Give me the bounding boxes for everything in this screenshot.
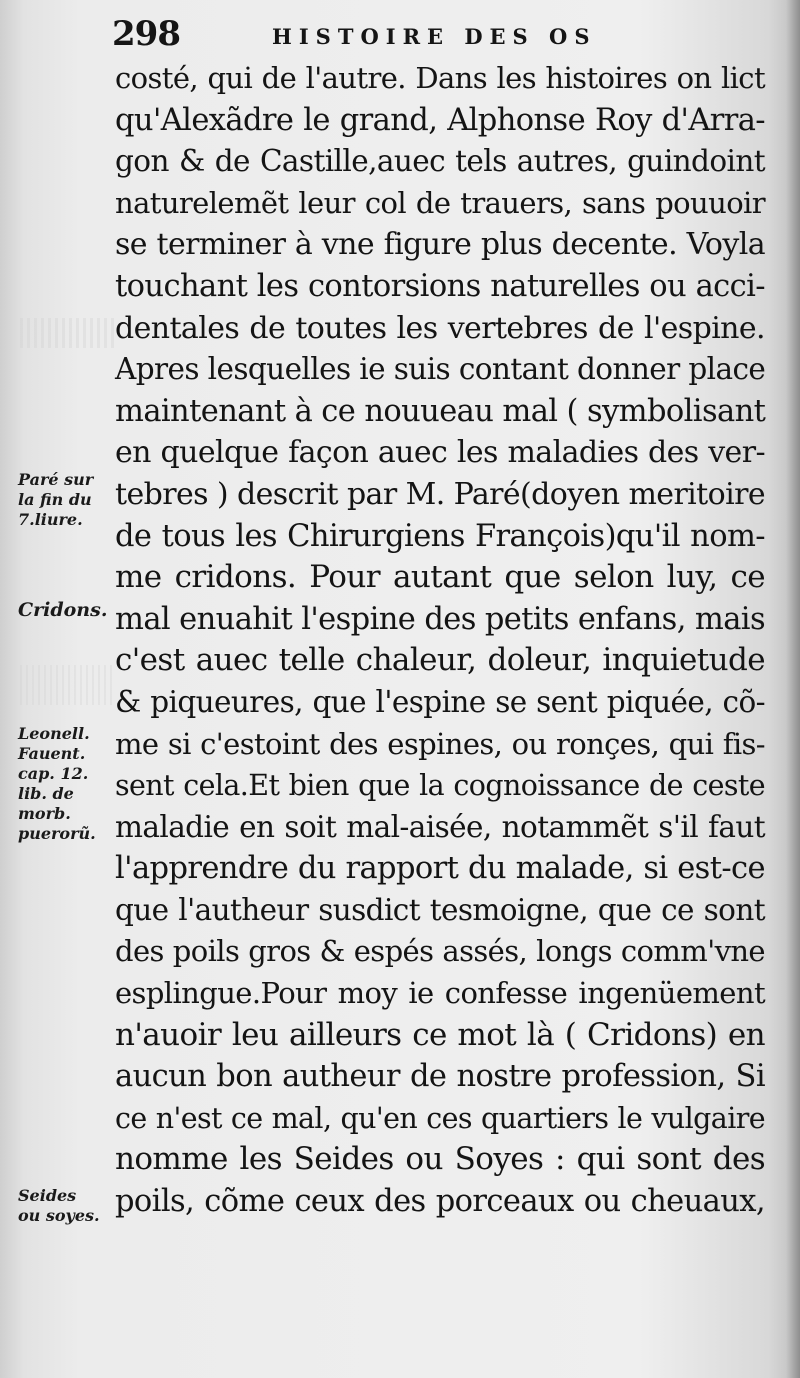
text-line: de tous les Chirurgiens François)qu'il nom-: [115, 518, 765, 554]
running-head: [112, 14, 752, 54]
margin-notes: [18, 0, 118, 1378]
text-line: esplingue.Pour moy ie confesse ingenüement: [115, 976, 765, 1011]
margin-note-leonel: [18, 724, 96, 844]
text-line: se terminer à vne figure plus decente. Voyla: [115, 227, 765, 263]
margin-note-line: lib. de: [18, 784, 74, 803]
body-text: [115, 58, 765, 1223]
text-line: des poils gros & espés assés, longs comm'vne: [115, 934, 765, 969]
text-line: maintenant à ce nouueau mal ( symbolisant: [115, 393, 766, 429]
text-line: sent cela.Et bien que la cognoissance de ceste: [115, 769, 765, 803]
running-title: HISTOIRE DES OS: [272, 24, 597, 49]
text-line: c'est auec telle chaleur, doleur, inquietude: [115, 642, 765, 679]
text-line: ce n'est ce mal, qu'en ces quartiers le vulgaire: [115, 1101, 765, 1135]
text-line: tebres ) descrit par M. Paré(doyen meritoire: [115, 476, 765, 512]
margin-note-line: Fauent.: [18, 744, 86, 763]
text-line: l'apprendre du rapport du malade, si est-ce: [115, 851, 765, 887]
page-number: 298: [112, 14, 180, 54]
text-line: me cridons. Pour autant que selon luy, ce: [115, 559, 765, 596]
margin-note-line: morb.: [18, 804, 71, 823]
margin-note-cridons: [18, 600, 107, 620]
text-line: nomme les Seides ou Soyes : qui sont des: [115, 1141, 765, 1178]
text-line: qu'Alexãdre le grand, Alphonse Roy d'Arra-: [115, 102, 765, 138]
text-line: poils, cõme ceux des porceaux ou cheuaux,: [115, 1184, 765, 1220]
margin-note-line: la fin du: [18, 490, 92, 509]
margin-note-line: 7.liure.: [18, 510, 83, 529]
text-line: touchant les contorsions naturelles ou acci-: [115, 268, 765, 304]
margin-note-seides: [18, 1186, 100, 1226]
text-line: en quelque façon auec les maladies des ver-: [115, 435, 765, 471]
text-line: que l'autheur susdict tesmoigne, que ce sont: [115, 892, 765, 927]
margin-note-line: Cridons.: [18, 599, 108, 621]
margin-note-pare: [18, 470, 93, 530]
text-line: naturelemẽt leur col de trauers, sans pouuoir: [115, 185, 765, 220]
text-line: n'auoir leu ailleurs ce mot là ( Cridons) en: [115, 1016, 765, 1053]
margin-note-line: Seides: [18, 1186, 77, 1205]
text-line: costé, qui de l'autre. Dans les histoires on lict: [115, 61, 765, 95]
page-gutter-shadow: [786, 0, 800, 1378]
margin-note-line: cap. 12.: [18, 764, 89, 783]
text-line: Apres lesquelles ie suis contant donner place: [115, 352, 766, 387]
margin-note-line: Leonell.: [18, 724, 90, 743]
text-line: & piqueures, que l'espine se sent piquée, cõ-: [115, 684, 765, 719]
text-line: mal enuahit l'espine des petits enfans, mais: [115, 601, 766, 637]
text-line: dentales de toutes les vertebres de l'espine.: [115, 310, 765, 346]
margin-note-line: ou soyes.: [18, 1206, 100, 1225]
text-line: aucun bon autheur de nostre profession, Si: [115, 1059, 765, 1095]
margin-note-line: Paré sur: [18, 470, 94, 489]
text-line: me si c'estoint des espines, ou ronçes, qui fis-: [115, 726, 765, 761]
text-line: maladie en soit mal-aisée, notammẽt s'il faut: [115, 809, 765, 844]
text-line: gon & de Castille,auec tels autres, guindoint: [115, 144, 765, 179]
margin-note-line: puerorũ.: [18, 824, 96, 843]
